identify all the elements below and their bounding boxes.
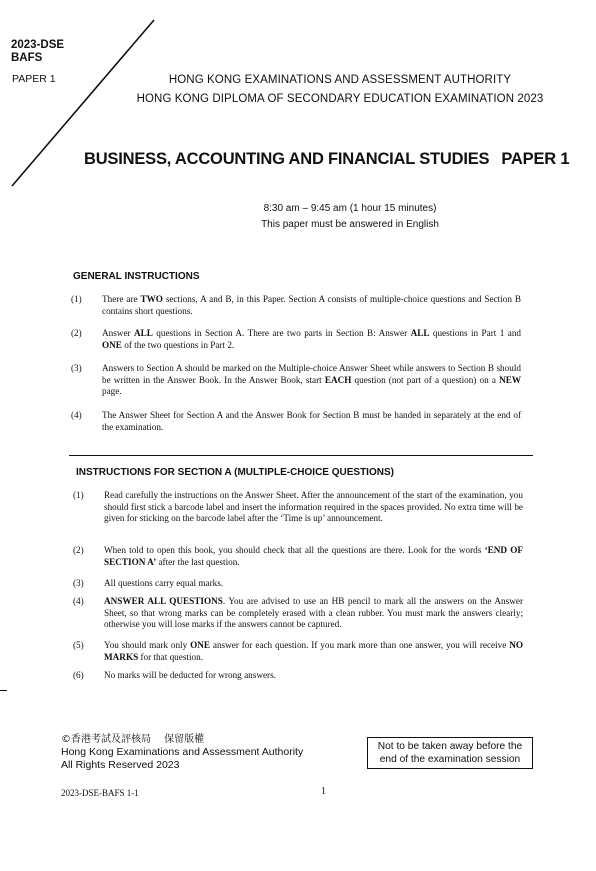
instruction-text: When told to open this book, you should check that all the questions are there. Look for the words ‘END OF SECTION A’ after the last question. [104,545,523,567]
instruction-number: (4) [71,410,82,420]
exam-name: HONG KONG DIPLOMA OF SECONDARY EDUCATION EXAMINATION 2023 [136,93,544,105]
paper-title: PAPER 1 [501,150,570,168]
exam-time: 8:30 am – 9:45 am (1 hour 15 minutes) [263,203,437,214]
subject-title: BUSINESS, ACCOUNTING AND FINANCIAL STUDIES [84,150,490,168]
paper-label: PAPER 1 [12,73,56,85]
instruction-text: Answers to Section A should be marked on the Multiple-choice Answer Sheet while answers to Section B should be written in the Answer Book. In the Answer Book, start EACH question (not part of a question) on a NEW page. [102,363,522,397]
general-instructions-heading: GENERAL INSTRUCTIONS [73,271,200,282]
section-a-heading: INSTRUCTIONS FOR SECTION A (MULTIPLE-CHOICE QUESTIONS) [76,467,394,478]
instruction-text: No marks will be deducted for wrong answers. [104,670,276,680]
authority-name: HONG KONG EXAMINATIONS AND ASSESSMENT AUTHORITY [168,74,512,86]
instruction-number: (2) [73,545,84,555]
section-divider [69,455,533,456]
instruction-text: You should mark only ONE answer for each question. If you mark more than one answer, you will receive NO MARKS for that question. [104,640,523,662]
rights-reserved: All Rights Reserved 2023 [61,759,180,771]
page-number: 1 [321,786,326,797]
instruction-number: (3) [73,578,84,588]
page-title [84,150,569,169]
instruction-number: (5) [73,640,84,650]
instruction-number: (6) [73,670,84,680]
footer-paper-code: 2023-DSE-BAFS 1-1 [61,788,139,798]
instruction-text: Read carefully the instructions on the Answer Sheet. After the announcement of the start of the examination, you should first stick a barcode label and insert the information required in the spaces provided. No extra time will be given for sticking on the barcode label after the ‘Time is up’ announcement. [104,490,523,524]
exam-code: 2023-DSE [11,39,65,51]
instruction-number: (1) [71,294,82,304]
instruction-text: There are TWO sections, A and B, in this Paper. Section A consists of multiple-choice questions and Section B contains short questions. [102,294,521,316]
instruction-text: ANSWER ALL QUESTIONS. You are advised to use an HB pencil to mark all the answers on the Answer Sheet, so that wrong marks can be completely erased with a clean rubber. You must mark the answers clearly; otherwise you will lose marks if the answers cannot be captured. [104,596,524,630]
copyright-block [61,733,303,772]
instruction-text: All questions carry equal marks. [104,578,224,588]
margin-tick [0,690,7,691]
instruction-number: (2) [71,328,82,338]
notice-box [367,737,533,769]
notice-line-1: Not to be taken away before the [377,741,523,752]
instruction-number: (1) [73,490,84,500]
notice-line-2: end of the examination session [379,754,521,765]
language-note: This paper must be answered in English [261,219,439,230]
copyright-english: Hong Kong Examinations and Assessment Authority [61,746,304,758]
instruction-number: (3) [71,363,82,373]
instruction-text: The Answer Sheet for Section A and the Answer Book for Section B must be handed in separately at the end of the examination. [102,410,521,432]
copyright-chinese: ©香港考試及評核局 保留版權 [61,734,205,745]
instruction-number: (4) [73,596,84,606]
instruction-text: Answer ALL questions in Section A. There are two parts in Section B: Answer ALL questions in Part 1 and ONE of the two questions in Part 2. [102,328,522,350]
paper-code [11,39,64,65]
subject-code: BAFS [11,52,43,64]
